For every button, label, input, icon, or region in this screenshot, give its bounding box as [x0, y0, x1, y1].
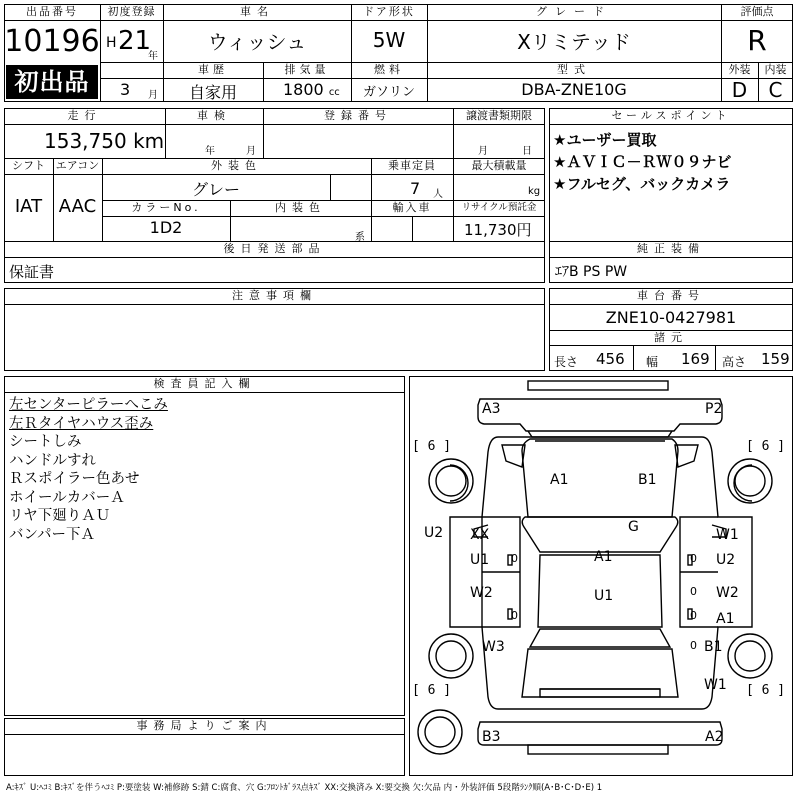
mark-zero-2: 0 [690, 552, 697, 565]
reg-number-label: 登録番号 [324, 109, 392, 122]
fuel: ガソリン [362, 85, 415, 100]
chassis-number: ZNE10-0427981 [605, 308, 737, 327]
later-parts: 保証書 [9, 263, 55, 281]
model: DBA-ZNE10G [521, 80, 627, 99]
rating: R [747, 24, 767, 57]
mark-roof-b: U1 [594, 588, 614, 604]
displacement-unit: cc [328, 87, 340, 98]
lot-number-label: 出品番号 [26, 5, 78, 18]
capacity-unit: 人 [433, 189, 443, 200]
width: 169 [681, 350, 710, 368]
car-name: ウィッシュ [207, 30, 307, 54]
mark-right-front-door-a: W1 [716, 527, 739, 543]
height: 159 [761, 350, 790, 368]
damage-diagram [409, 376, 793, 776]
fuel-label: 燃料 [374, 63, 404, 76]
inspector-note-line: シートしみ [9, 434, 82, 450]
mark-zero-1: 0 [511, 552, 518, 565]
interior-grade: C [768, 78, 783, 102]
interior-color-unit: 系 [355, 232, 365, 243]
interior-color-label: 内装色 [275, 201, 326, 214]
rear-bumper-bottom [528, 745, 668, 754]
windshield [522, 517, 678, 552]
era: H [106, 35, 117, 51]
mark-front-left-bumper: A3 [482, 401, 501, 417]
reg-month: 3 [120, 80, 131, 99]
history: 自家用 [188, 83, 237, 102]
first-listing-badge: 初出品 [6, 65, 98, 99]
door-label: ドア形状 [363, 5, 415, 18]
shift: IAT [14, 196, 43, 217]
chassis-label: 車台番号 [637, 289, 705, 302]
selling-point-1: ★ユーザー買取 [553, 131, 657, 149]
mark-right-quarter-b: W1 [704, 677, 727, 693]
shift-label: シフト [12, 159, 45, 172]
inspector-note-line: リヤ下廻りＡＵ [9, 508, 111, 524]
selling-point-2: ★ＡＶＩＣ－ＲＷ０９ナビ [553, 153, 732, 171]
inspector-label: 検査員記入欄 [153, 377, 256, 390]
rear-bumper-top [540, 689, 660, 697]
legend: A:ｷｽﾞ U:ﾍｺﾐ B:ｷｽﾞを伴うﾍｺﾐ P:要塗装 W:補修跡 S:錆 C:腐食、穴 G:ﾌﾛﾝﾄｶﾞﾗｽ点ｷｽﾞ XX:交換済み X:要交換 欠:欠品 内・外装評価 5段階ﾗﾝｸ順(A･B･C･D･E) 1 [6, 783, 603, 793]
history-label: 車歴 [198, 63, 228, 76]
mark-right-front-door-b: U2 [716, 552, 736, 568]
month-unit: 月 [148, 90, 158, 101]
year-unit: 年 [148, 51, 158, 62]
displacement [283, 80, 340, 99]
car-name-label: 車名 [240, 5, 274, 18]
transfer-month: 月 [478, 146, 488, 157]
selling-points-label: セールスポイント [611, 109, 731, 122]
mark-left-quarter: W3 [482, 639, 505, 655]
length-label: 長さ [554, 355, 579, 369]
front-grille [528, 431, 672, 437]
color: グレー [191, 180, 240, 199]
ac: AAC [58, 196, 97, 217]
caution-label: 注意事項欄 [232, 289, 317, 302]
mark-left-front-door-a: XX [470, 527, 490, 543]
color-no-label: カラーNo. [131, 201, 201, 214]
import-label: 輸入車 [392, 201, 432, 214]
exterior-label: 外装 [728, 63, 751, 76]
mark-right-quarter-a: B1 [704, 639, 723, 655]
inspection-year: 年 [205, 146, 215, 157]
tire-front-left: [ 6 ] [412, 439, 452, 454]
inspector-notes [9, 396, 168, 544]
inspector-note-line: バンパー下Ａ [9, 526, 95, 543]
color-label: 外装色 [211, 159, 262, 172]
inspector-note-line: Ｒスポイラー色あせ [9, 471, 140, 487]
capacity: 7 [410, 179, 421, 198]
mark-zero-3: 0 [511, 609, 518, 622]
mark-hood-left: A1 [550, 472, 569, 488]
car-outline-svg [410, 377, 791, 774]
body-outline [450, 437, 752, 709]
equipment-label: 純正装備 [637, 242, 705, 255]
inspector-note-line: 左Ｒタイヤハウス歪み [9, 415, 154, 432]
mileage: 153,750 km [44, 129, 165, 153]
mark-windshield: G [628, 519, 639, 535]
mark-zero-6: 0 [690, 639, 697, 652]
tire-front-right: [ 6 ] [746, 439, 786, 454]
reg-year: 21 [118, 26, 152, 56]
grade-label: グレード [536, 5, 612, 18]
mark-right-rear-door-b: A1 [716, 611, 735, 627]
tire-rear-left: [ 6 ] [412, 683, 452, 698]
mark-hood-right: B1 [638, 472, 657, 488]
capacity-label: 乗車定員 [388, 159, 436, 172]
inspection-label: 車検 [197, 109, 231, 122]
exterior-grade: D [731, 78, 748, 102]
length: 456 [596, 350, 625, 368]
mark-left-fender: U2 [424, 525, 444, 541]
first-reg-label: 初度登録 [107, 5, 156, 18]
inspector-note-line: 左センターピラーへこみ [9, 397, 168, 413]
door-type: 5W [372, 28, 406, 52]
inspector-note-line: ホイールカバーＡ [9, 489, 125, 506]
recycle-label: リサイクル預託金 [461, 202, 537, 213]
mark-right-rear-door-a: W2 [716, 585, 739, 601]
lot-number: 10196 [4, 24, 100, 59]
inspection-month: 月 [246, 146, 256, 157]
load-unit: kg [528, 186, 541, 197]
height-label: 高さ [722, 355, 747, 369]
mark-zero-4: 0 [690, 585, 697, 598]
mark-left-rear-door: W2 [470, 585, 493, 601]
rear-bumper [478, 722, 722, 745]
inspector-note-line: ハンドルすれ [9, 452, 96, 469]
grade: Xリミテッド [517, 30, 631, 54]
later-parts-label: 後日発送部品 [223, 242, 326, 255]
recycle: 11,730円 [464, 221, 532, 239]
transfer-label: 譲渡書類期限 [466, 109, 532, 122]
interior-label: 内装 [764, 63, 787, 76]
front-bumper [478, 399, 722, 431]
model-label: 型式 [557, 63, 591, 76]
tire-rear-right: [ 6 ] [746, 683, 786, 698]
ac-label: エアコン [55, 159, 100, 172]
tailgate [522, 649, 678, 697]
mark-rear-left-bumper: B3 [482, 729, 501, 745]
mark-left-front-door-b: U1 [470, 552, 490, 568]
transfer-day: 日 [522, 146, 532, 157]
displacement-value: 1800 [283, 80, 324, 99]
front-bumper-top [528, 381, 668, 390]
mark-roof-a: A1 [594, 549, 613, 565]
mark-front-right-bumper: P2 [705, 401, 723, 417]
color-no: 1D2 [149, 218, 183, 237]
displacement-label: 排気量 [284, 63, 330, 76]
office-label: 事務局よりご案内 [136, 719, 273, 732]
rating-label: 評価点 [740, 5, 774, 18]
width-label: 幅 [646, 355, 659, 369]
dims-label: 諸元 [654, 331, 688, 344]
mark-zero-5: 0 [690, 609, 697, 622]
selling-point-3: ★フルセグ、バックカメラ [553, 175, 731, 193]
mark-rear-right-bumper: A2 [705, 729, 724, 745]
equipment: ｴｱB PS PW [555, 264, 628, 280]
rear-window [530, 629, 670, 647]
load-label: 最大積載量 [471, 159, 527, 172]
mileage-label: 走行 [67, 109, 102, 122]
